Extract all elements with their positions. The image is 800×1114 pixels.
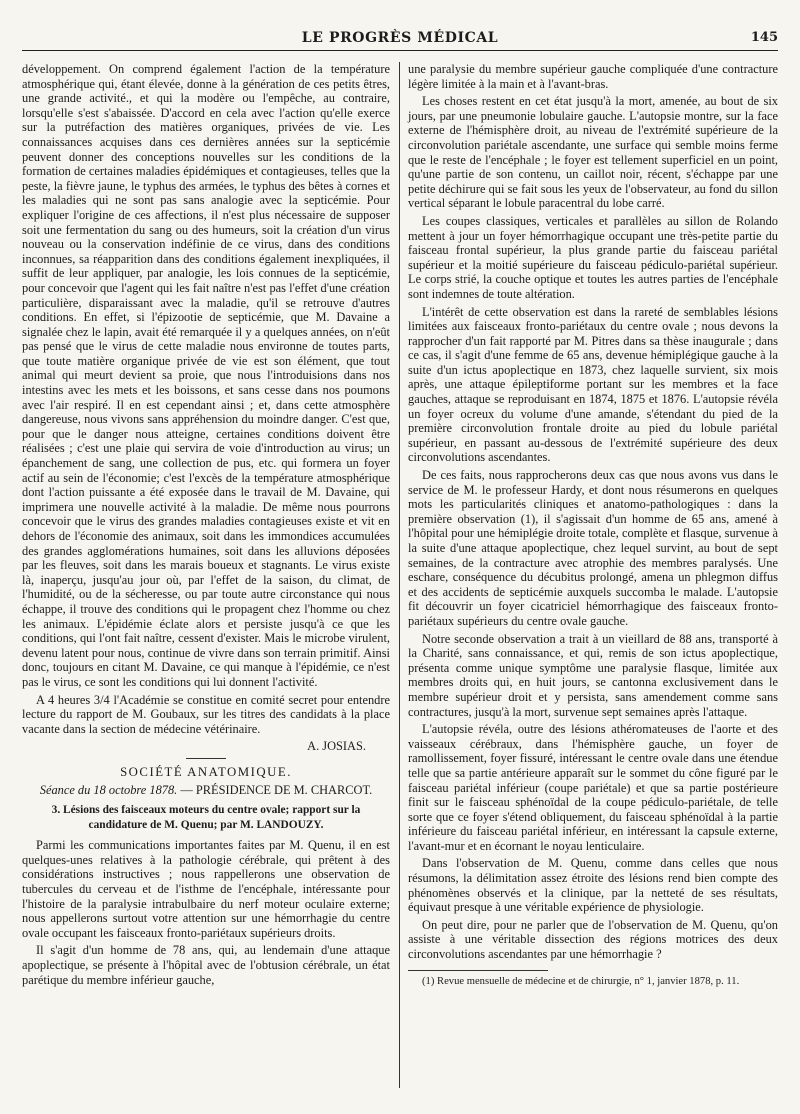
journal-title: LE PROGRÈS MÉDICAL <box>301 30 499 46</box>
column-divider <box>399 62 400 1088</box>
paragraph: On peut dire, pour ne parler que de l'observation de M. Quenu, qu'on assiste à une véritable dissection des régions motrices des deux circonvolutions ascendantes par une hémorrhagie ? <box>408 917 778 962</box>
section-divider <box>186 758 226 759</box>
page-number: 145 <box>750 30 778 45</box>
paragraph: De ces faits, nous rapprocherons deux cas que nous avons vus dans le service de M. le professeur Hardy, et dont nous résumerons en quelques mots les particularités cliniques et anatomo-pathologiques : dans la première observation (1), il s'agissait d'un homme de 65 ans, amené à l'hôpital pour une hémiplégie droite totale, complète et flasque, survenue à la suite d'une attaque apoplectique, chez lequel survint, au bout de sept semaines, de la contracture avec atrophie des membres paralysés. Une eschare, conséquence du décubitus prolongé, amena un phlegmon diffus et des accidents de septicémie auxquels succomba le malade. L'autopsie fit découvrir un foyer cicatriciel hémorrhagique des faisceaux fronto-pariétaux supérieurs du centre ovale gauche. <box>408 468 778 628</box>
author-signature: A. JOSIAS. <box>307 739 366 754</box>
paragraph: A 4 heures 3/4 l'Académie se constitue en comité secret pour entendre lecture du rapport de M. Goubaux, sur les titres des candidats à la place vacante dans la section de médecine vétérinaire. <box>22 692 390 736</box>
paragraph: une paralysie du membre supérieur gauche compliquée d'une contracture légère limitée à la main et à l'avant-bras. <box>408 62 778 91</box>
item-title: 3. Lésions des faisceaux moteurs du centre ovale; rapport sur la candidature de M. Quenu; par M. LANDOUZY. <box>51 804 361 831</box>
paragraph: L'autopsie révéla, outre des lésions athéromateuses de l'aorte et des vaisseaux cérébraux, dans l'hémisphère gauche, un foyer de ramollissement, foyer fissuré, intéressant le centre ovale dans une étendue telle que sa partie antérieure apparaît sur le sommet du cône figuré par le faisceau pariétal inférieur (coupe pariétale) et que sa partie postérieure finit sur le faisceau sphénoïdal de la coupe pédiculo-pariétale, de telle sorte que ce foyer s'étend obliquement, du faisceau sphénoïdal à la partie inférieure du faisceau pariétal inférieur, en intéressant la capsule externe, l'avant-mur et en écornant le noyau lenticulaire. <box>408 722 778 853</box>
right-column <box>408 62 778 988</box>
paragraph: Les choses restent en cet état jusqu'à la mort, amenée, au bout de six jours, par une pneumonie lobulaire gauche. L'autopsie montre, sur la face externe de l'hémisphère droit, au niveau de l'extrémité supérieure de la circonvolution pariétale ascendante, une surface qui semble moins ferme que le reste de l'encéphale ; le foyer est tellement superficiel en un point, qu'une partie de son contenu, un caillot noir, récent, s'échappe par une petite déchirure qui se fait sous les yeux de l'observateur, au fond du sillon vertical séparant le lobule paracentral du lobe carré. <box>408 94 778 211</box>
paragraph: Il s'agit d'un homme de 78 ans, qui, au lendemain d'une attaque apoplectique, se présente à l'hôpital avec de l'obtusion cérébrale, un état parétique du membre inférieur gauche, <box>22 943 390 987</box>
paragraph: Les coupes classiques, verticales et parallèles au sillon de Rolando mettent à jour un foyer hémorrhagique occupant une très-petite partie du faisceau frontal supérieur, la plus grande partie du faisceau pariétal supérieur et la moitié supérieure du faisceau pédiculo-pariétal supérieur. Le corps strié, la couche optique et toutes les autres parties de l'encéphale sont indemnes de toute altération. <box>408 213 778 301</box>
paragraph: développement. On comprend également l'action de la température atmosphérique qui, étant élevée, donne à la génération de ces petits êtres, une grande activité., et qui la modère ou l'empêche, au contraire, lorsqu'elle s'est s'abaissée. D'accord en cela avec l'action qu'elle exerce sur la putréfaction des matières organiques, privées de vie. Les connaissances acquises dans ces dernières années sur la septicémie peuvent donner des conceptions nouvelles sur les conditions de la formation de certaines maladies épidémiques et contagieuses, telles que la peste, la fièvre jaune, le typhus des armées, le typhus des bêtes à cornes et les maladies qui ne sont pas sans analogie avec la septicémie. Pour expliquer l'origine de ces affections, il n'est plus nécessaire de supposer soit une fermentation du sang ou des humeurs, soit la création d'un virus nouveau ou la conservation indéfinie de ce virus, dans des conditions inconnues, sa réapparition dans des conditions également inexpliquées, il suffit de leur appliquer, par analogie, les lois connues de la septicémie, pour concevoir que l'agent qui les fait naître n'est pas l'effet d'une création particulière, disparaissant avec la maladie, qu'il se retrouve d'autres conditions. En effet, si l'épizootie de septicémie, que M. Davaine a signalée chez le lapin, avait été remarquée il y a quelques années, on n'eût pas pensé que le virus de cette maladie nous environne de toutes parts, que toute matière organique privée de vie est son élément, que tout animal qui meurt devient sa proie, que nous l'introduisions dans nos intestins avec les mets et les boissons, et sans cesse dans nos poumons avec l'air respiré. Il en est cependant ainsi ; et, dans cette atmosphère dangereuse, nous vivons sans appréhension du moindre danger. C'est que, pour que le danger nous atteigne, certaines conditions doivent être réalisées ; c'est une plaie qui servira de voie d'introduction au virus; un épanchement de sang, une collection de pus, etc. qui formera un foyer actif au sein de l'économie; c'est l'excès de la température atmosphérique dont l'action puissante a été exposée dans le travail de M. Davaine, qui imprimera une nouvelle activité à la maladie. De même nous pourrons concevoir que le virus des grandes maladies contagieuses existe et vit en dehors de l'économie des animaux, soit dans les immondices accumulées des grandes agglomérations humaines, soit dans les alluvions déposées par les fleuves, soit dans les marais boueux et stagnants. Le virus existe là, inaperçu, jusqu'au jour où, par l'effet de la saison, du climat, de l'humidité, ou de la sécheresse, ou par toute autre circonstance qui nous échappe, il trouve des conditions qui le propagent chez l'homme ou chez les animaux. L'épidémie éclate alors et persiste jusqu'à ce que les conditions, qui l'ont fait naître, cessent d'exister. Mais le microbe virulent, devenu latent pour nous, continue de vivre dans son terrain primitif. Ainsi donc, toujours en citant M. Davaine, ce qui manque à l'épidémie, ce n'est pas le virus, ce sont les conditions qui lui donnent l'activité. <box>22 62 390 689</box>
seance-president-text: — PRÉSIDENCE DE M. CHARCOT. <box>180 782 373 797</box>
footnote-rule <box>408 970 548 971</box>
paragraph: L'intérêt de cette observation est dans la rareté de semblables lésions limitées aux faisceaux fronto-pariétaux du centre ovale ; nous devons la rapprocher d'un fait rapporté par M. Pitres dans sa thèse inaugurale ; dans ce cas, il s'agit d'une femme de 65 ans, devenue hémiplégique gauche à la suite d'un ictus apoplectique en 1873, chez laquelle survient, six mois après, une attaque épileptiforme portant sur les membres et la face gauches, attaque se reproduisant en 1874, 1875 et 1876. L'autopsie révéla un foyer ocreux du volume d'une amande, s'étendant du pied de la première circonvolution frontale droite au pied du lobule pariétal supérieur, en passant au-dessous de l'extrémité supérieure des deux circonvolutions ascendantes. <box>408 304 778 465</box>
paragraph: Notre seconde observation a trait à un vieillard de 88 ans, transporté à la Charité, sans connaissance, et qui, remis de son ictus apoplectique, présenta comme unique symptôme une paralysie flasque, limitée aux membres droits qui, en huit jours, se cantonna exclusivement dans le membre supérieur droit et y persista, sans amendement comme sans contractures, jusqu'à la mort, survenue sept semaines après l'attaque. <box>408 631 778 719</box>
footnote: (1) Revue mensuelle de médecine et de chirurgie, n° 1, janvier 1878, p. 11. <box>422 975 740 987</box>
page-header <box>22 26 778 51</box>
paragraph: Dans l'observation de M. Quenu, comme dans celles que nous résumons, la délimitation assez étroite des lésions rend bien compte des phénomènes observés et la clinique, par la netteté de ses résultats, équivaut presque à une véritable expérience de physiologie. <box>408 856 778 915</box>
section-title: SOCIÉTÉ ANATOMIQUE. <box>120 764 292 779</box>
seance-line <box>22 783 390 798</box>
seance-date: Séance du 18 octobre 1878. <box>39 782 178 797</box>
left-column <box>22 62 390 990</box>
paragraph: Parmi les communications importantes faites par M. Quenu, il en est quelques-unes relatives à la pathologie cérébrale, qui prêtent à des considérations instructives ; nous rappellerons une observation de tubercules du cerveau et de l'isthme de l'encéphale, intéressante pour l'histoire de la paralysie intrabulbaire du nerf moteur oculaire externe; nous appellerons surtout votre attention sur une hémorrhagie du centre ovale occupant les faisceaux fronto-pariétaux supérieurs droits. <box>22 838 390 940</box>
